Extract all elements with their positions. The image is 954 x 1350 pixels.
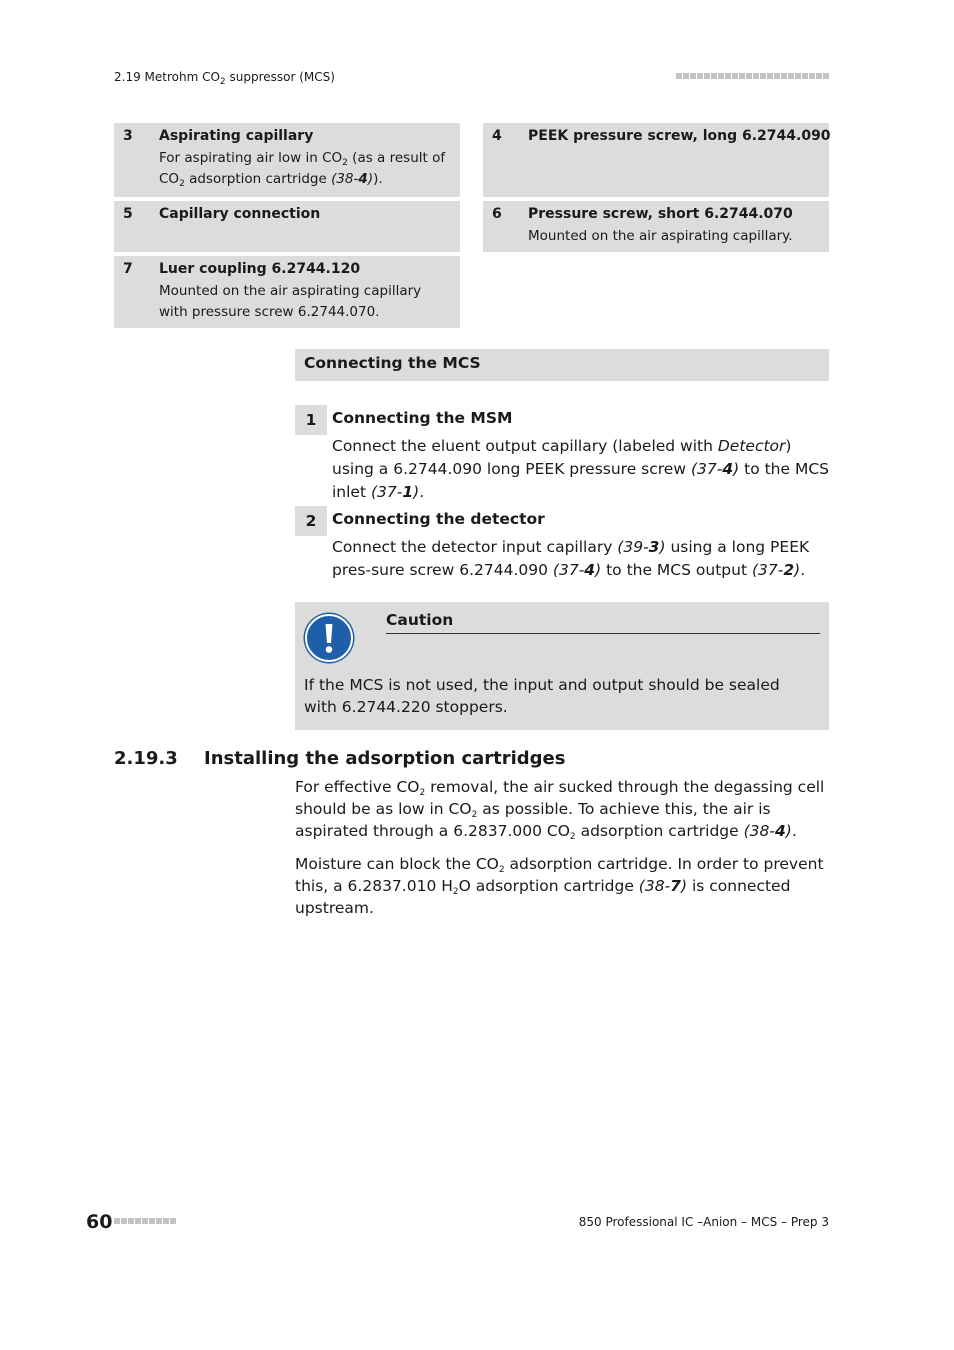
header-text-suffix: suppressor (MCS) [225, 70, 335, 84]
caution-title: Caution [386, 611, 454, 629]
footer-decoration-dots [114, 1218, 176, 1224]
footer-document-title: 850 Professional IC –Anion – MCS – Prep 3 [578, 1215, 829, 1229]
legend-description: Mounted on the air aspirating capillary with pressure screw 6.2744.070. [159, 283, 422, 320]
procedure-heading-text: Connecting the MCS [304, 354, 481, 372]
legend-item-5 [114, 201, 460, 252]
legend-number: 7 [123, 261, 133, 277]
legend-item-3 [114, 123, 460, 197]
body-paragraph-1: For effective $CO_2$ removal, the air sucked through the degassing cell should be as low in $CO_2$ as possible. To achieve this, the air is aspirated through a 6.2837.000 $CO_2$ adsorption cartridge (38-4). [295, 778, 825, 842]
step-title-2: Connecting the detector [332, 510, 545, 528]
header-text: 2.19 Metrohm CO [114, 70, 220, 84]
legend-item-6 [483, 201, 829, 252]
legend-number: 4 [492, 128, 502, 144]
legend-title: PEEK pressure screw, long 6.2744.090 [528, 128, 831, 144]
step-text-1: Connect the eluent output capillary (labeled with Detector) using a 6.2744.090 long PEEK pressure screw (37-4) to the MCS inlet (37-1). [332, 437, 830, 501]
legend-number: 6 [492, 206, 502, 222]
page-number: 60 [86, 1211, 113, 1233]
legend-title: Aspirating capillary [159, 128, 314, 144]
legend-number: 3 [123, 128, 133, 144]
caution-text: If the MCS is not used, the input and output should be sealed with 6.2744.220 stoppers. [304, 676, 780, 716]
subsection-title: Installing the adsorption cartridges [204, 748, 566, 769]
procedure-heading [295, 349, 829, 381]
exclamation-icon [305, 614, 353, 662]
legend-title: Pressure screw, short 6.2744.070 [528, 206, 793, 222]
step-number-1: 1 [295, 405, 327, 435]
step-text-2: Connect the detector input capillary (39-3) using a long PEEK pres-sure screw 6.2744.090 (37-4) to the MCS output (37-2). [332, 538, 810, 579]
subsection-number: 2.19.3 [114, 748, 178, 769]
header-decoration-dots [676, 73, 829, 79]
legend-description: For aspirating air low in $CO_2$ (as a result of $CO_2$ adsorption cartridge (38-4)). [159, 150, 446, 189]
header-subscript: 2 [219, 77, 226, 87]
legend-description: Mounted on the air aspirating capillary. [528, 228, 793, 244]
legend-title: Capillary connection [159, 206, 321, 222]
legend-title: Luer coupling 6.2744.120 [159, 261, 361, 277]
step-title-1: Connecting the MSM [332, 409, 513, 427]
step-number-2: 2 [295, 506, 327, 536]
body-paragraph-2: Moisture can block the $CO_2$ adsorption cartridge. In order to prevent this, a 6.2837.010 $H_2O$ adsorption cartridge (38-7) is connected upstream. [295, 855, 824, 917]
legend-item-4 [483, 123, 829, 197]
running-header [114, 70, 335, 87]
legend-number: 5 [123, 206, 133, 222]
legend-item-7 [114, 256, 460, 328]
caution-divider [386, 633, 820, 634]
caution-box [295, 602, 829, 730]
